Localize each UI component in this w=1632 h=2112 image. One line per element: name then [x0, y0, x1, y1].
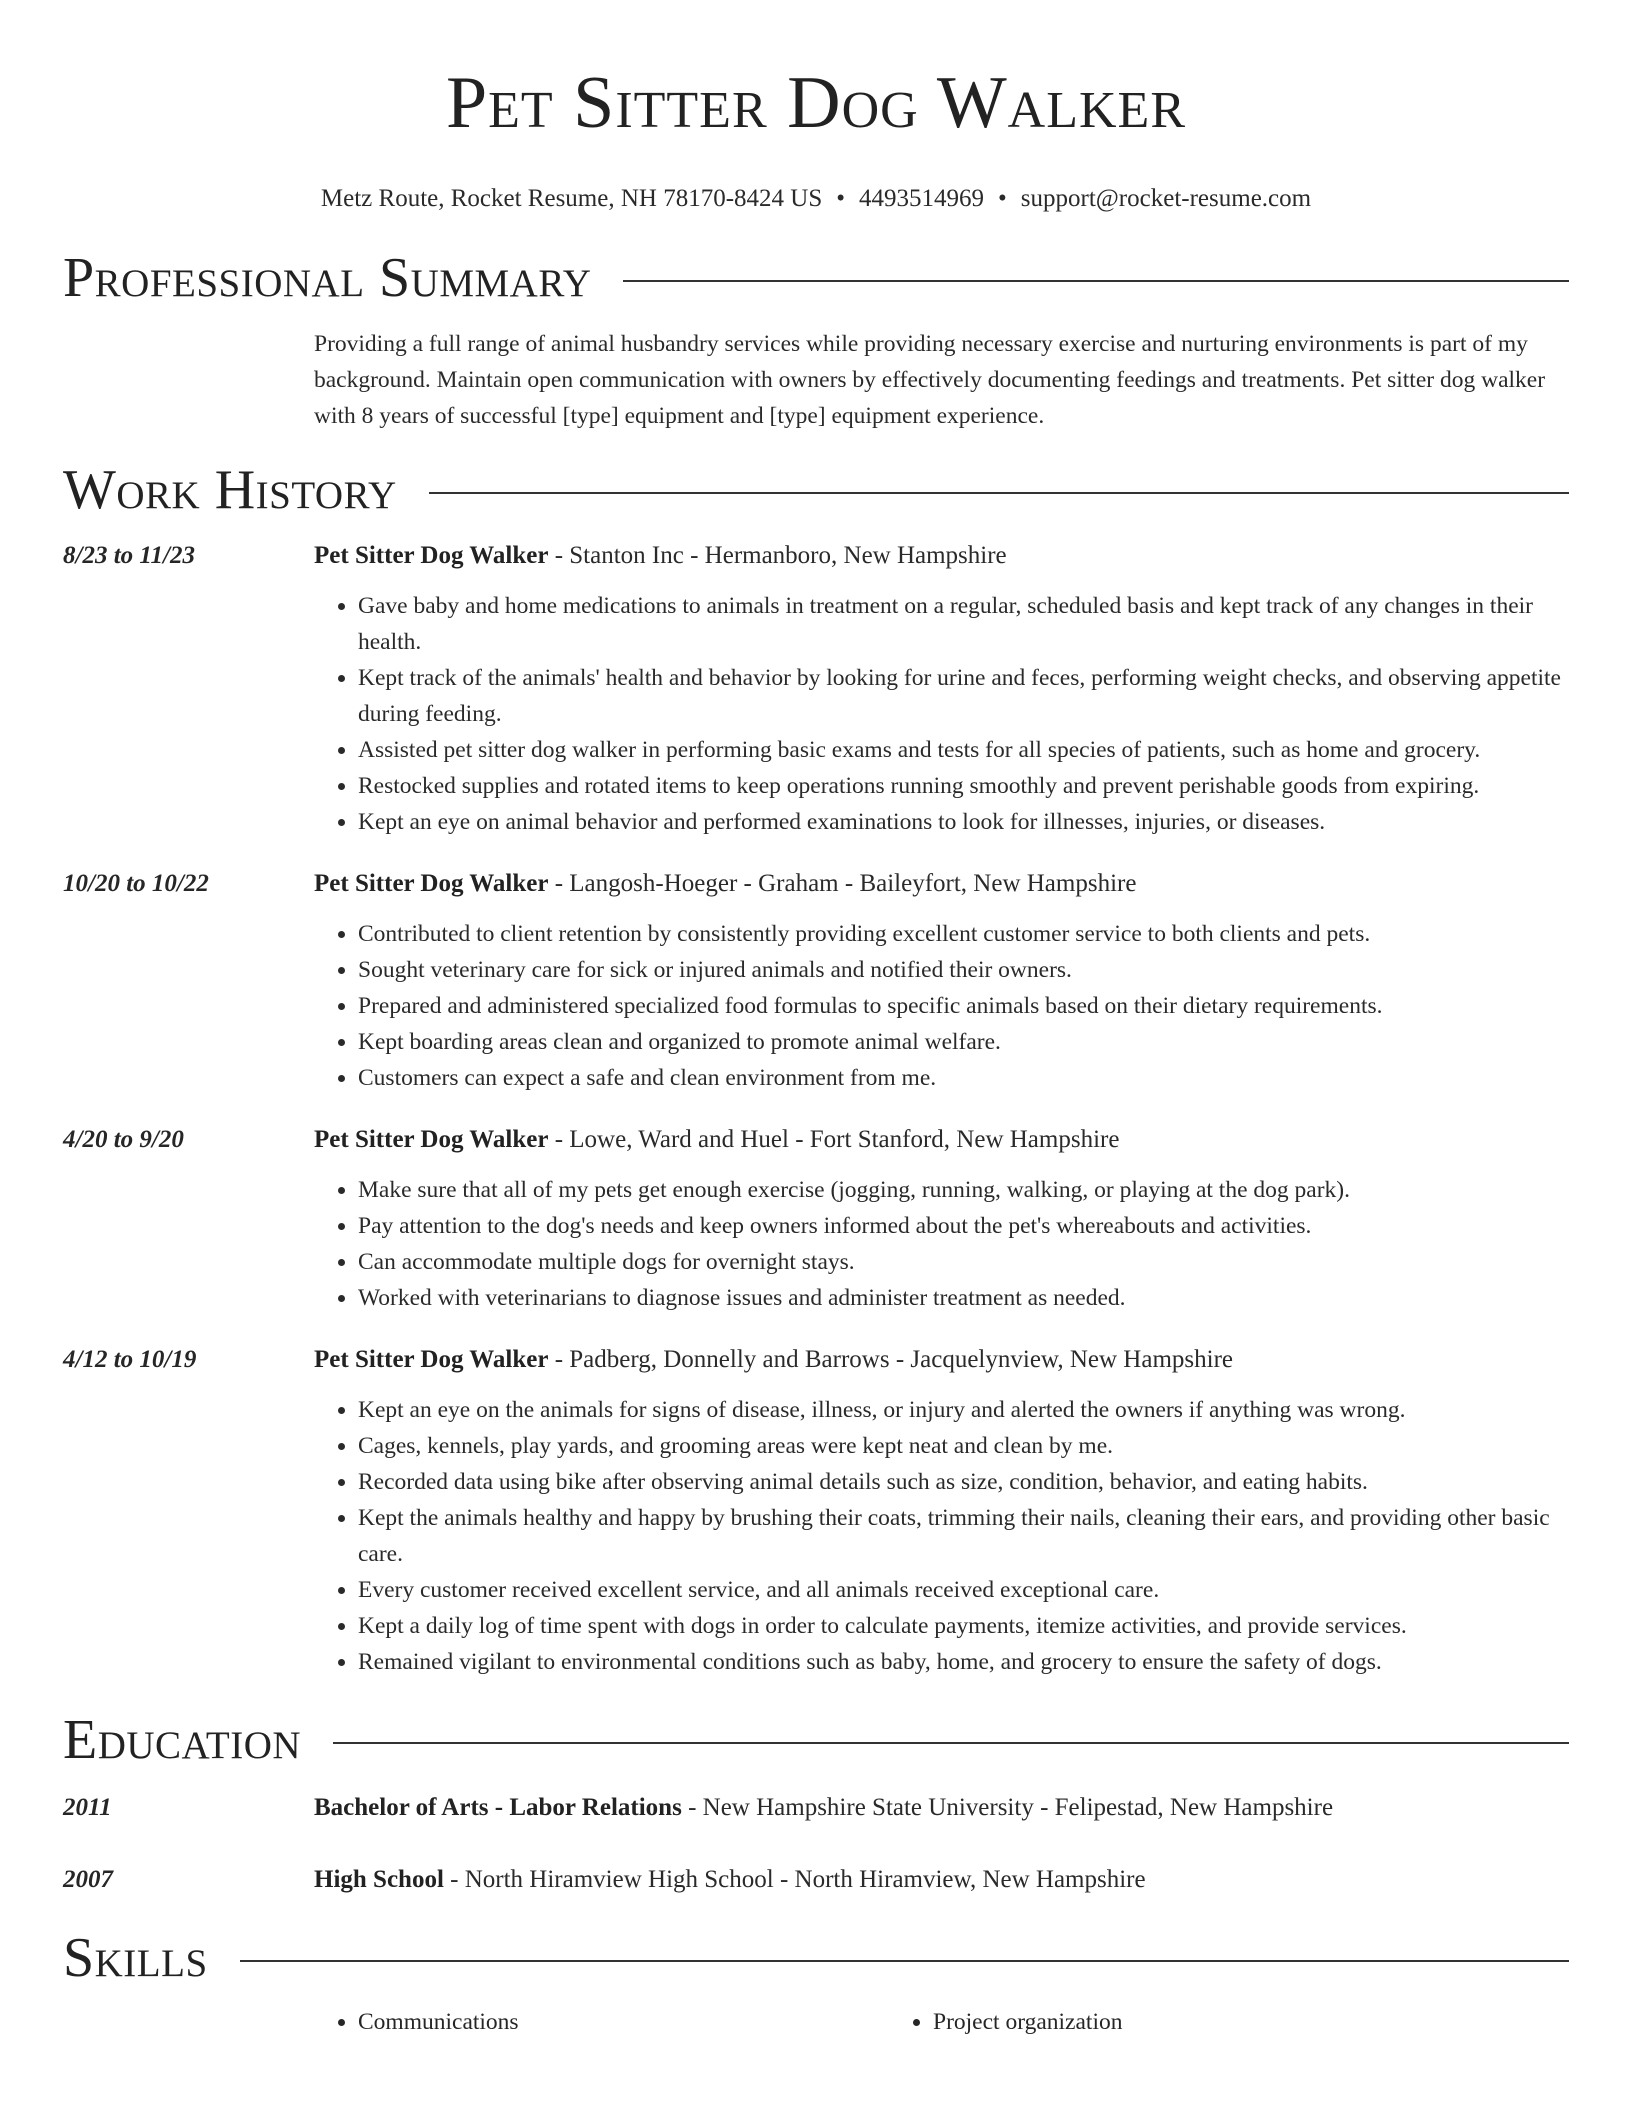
contact-phone: 4493514969 — [859, 185, 985, 212]
skills-column-left — [314, 2004, 889, 2040]
bullet-item: • Make sure that all of my pets get enough exercise (jogging, running, walking, or playing at the dog park). — [358, 1172, 1569, 1208]
section-divider — [429, 492, 1569, 494]
job-details: - Stanton Inc - Hermanboro, New Hampshire — [548, 542, 1007, 569]
job-title: Pet Sitter Dog Walker — [314, 1126, 549, 1153]
bullet-item: • Kept the animals healthy and happy by brushing their coats, trimming their nails, cleaning their ears, and providing other basic care. — [358, 1500, 1569, 1572]
job-bullets — [314, 588, 1569, 840]
education-line — [314, 1790, 1569, 1826]
bullet-item: • Recorded data using bike after observing animal details such as size, condition, behavior, and eating habits. — [358, 1464, 1569, 1500]
section-divider — [240, 1960, 1569, 1962]
job-title-line — [314, 538, 1569, 574]
work-section-header — [63, 458, 1569, 522]
contact-separator: • — [836, 185, 846, 212]
bullet-item: • Kept a daily log of time spent with dogs in order to calculate payments, itemize activities, and provide services. — [358, 1608, 1569, 1644]
bullet-item: • Kept track of the animals' health and behavior by looking for urine and feces, performing weight checks, and observing appetite during feeding. — [358, 660, 1569, 732]
bullet-item: • Every customer received excellent service, and all animals received exceptional care. — [358, 1572, 1569, 1608]
job-dates: 4/12 to 10/19 — [63, 1346, 197, 1373]
job-details: - Padberg, Donnelly and Barrows - Jacquelynview, New Hampshire — [548, 1346, 1233, 1373]
bullet-item: • Kept boarding areas clean and organized to promote animal welfare. — [358, 1024, 1569, 1060]
bullet-item: • Sought veterinary care for sick or injured animals and notified their owners. — [358, 952, 1569, 988]
bullet-item: • Prepared and administered specialized food formulas to specific animals based on their dietary requirements. — [358, 988, 1569, 1024]
contact-line — [63, 184, 1569, 214]
education-year: 2007 — [63, 1866, 113, 1893]
job-entry — [63, 538, 1569, 840]
education-line — [314, 1862, 1569, 1898]
job-details: - Langosh-Hoeger - Graham - Baileyfort, New Hampshire — [548, 870, 1137, 897]
contact-address: Metz Route, Rocket Resume, NH 78170-8424 US — [320, 185, 823, 212]
education-details: - New Hampshire State University - Felipestad, New Hampshire — [681, 1794, 1334, 1821]
job-entry — [63, 866, 1569, 1096]
summary-text: Providing a full range of animal husbandry services while providing necessary exercise and nurturing environments is part of my background. Maintain open communication with owners by effectively documenting feedings and treatments. Pet sitter dog walker with 8 years of successful [type] equipment and [type] equipment experience. — [314, 331, 1546, 429]
work-heading: Work History — [63, 459, 397, 521]
job-details: - Lowe, Ward and Huel - Fort Stanford, New Hampshire — [548, 1126, 1120, 1153]
summary-section-header — [63, 246, 1569, 310]
education-year: 2011 — [63, 1794, 112, 1821]
bullet-item: • Kept an eye on animal behavior and performed examinations to look for illnesses, injuries, or diseases. — [358, 804, 1569, 840]
candidate-name: Pet Sitter Dog Walker — [446, 62, 1186, 144]
job-title: Pet Sitter Dog Walker — [314, 870, 549, 897]
education-entry — [63, 1862, 1569, 1898]
section-divider — [333, 1742, 1569, 1744]
section-divider — [623, 280, 1569, 282]
bullet-item: • Worked with veterinarians to diagnose issues and administer treatment as needed. — [358, 1280, 1569, 1316]
bullet-item: • Customers can expect a safe and clean environment from me. — [358, 1060, 1569, 1096]
job-dates: 10/20 to 10/22 — [63, 870, 209, 897]
summary-heading: Professional Summary — [63, 247, 592, 309]
job-title-line — [314, 1342, 1569, 1378]
education-degree: High School — [314, 1866, 444, 1893]
job-dates: 8/23 to 11/23 — [63, 542, 195, 569]
job-title: Pet Sitter Dog Walker — [314, 1346, 549, 1373]
job-entry — [63, 1122, 1569, 1316]
job-title-line — [314, 866, 1569, 902]
bullet-item: • Remained vigilant to environmental conditions such as baby, home, and grocery to ensure the safety of dogs. — [358, 1644, 1569, 1680]
education-section-header — [63, 1708, 1569, 1772]
contact-email[interactable]: support@rocket-resume.com — [1020, 185, 1312, 212]
skill-item: • Project organization — [933, 2004, 1464, 2040]
bullet-item: • Cages, kennels, play yards, and grooming areas were kept neat and clean by me. — [358, 1428, 1569, 1464]
education-details: - North Hiramview High School - North Hiramview, New Hampshire — [443, 1866, 1146, 1893]
job-bullets — [314, 1392, 1569, 1680]
skills-heading: Skills — [63, 1927, 208, 1989]
skill-item: • Communications — [358, 2004, 889, 2040]
education-entry — [63, 1790, 1569, 1826]
job-entry — [63, 1342, 1569, 1680]
job-bullets — [314, 916, 1569, 1096]
job-dates: 4/20 to 9/20 — [63, 1126, 184, 1153]
bullet-item: • Assisted pet sitter dog walker in performing basic exams and tests for all species of patients, such as home and grocery. — [358, 732, 1569, 768]
education-heading: Education — [63, 1709, 302, 1771]
education-degree: Bachelor of Arts - Labor Relations — [314, 1794, 682, 1821]
bullet-item: • Restocked supplies and rotated items to keep operations running smoothly and prevent perishable goods from expiring. — [358, 768, 1569, 804]
bullet-item: • Gave baby and home medications to animals in treatment on a regular, scheduled basis and kept track of any changes in their health. — [358, 588, 1569, 660]
job-title-line — [314, 1122, 1569, 1158]
bullet-item: • Contributed to client retention by consistently providing excellent customer service to both clients and pets. — [358, 916, 1569, 952]
bullet-item: • Kept an eye on the animals for signs of disease, illness, or injury and alerted the owners if anything was wrong. — [358, 1392, 1569, 1428]
bullet-item: • Can accommodate multiple dogs for overnight stays. — [358, 1244, 1569, 1280]
contact-separator: • — [998, 185, 1007, 212]
job-bullets — [314, 1172, 1569, 1316]
skills-section-header — [63, 1926, 1569, 1990]
job-title: Pet Sitter Dog Walker — [314, 542, 549, 569]
skills-list — [314, 2004, 1569, 2040]
skills-column-right — [889, 2004, 1464, 2040]
bullet-item: • Pay attention to the dog's needs and keep owners informed about the pet's whereabouts and activities. — [358, 1208, 1569, 1244]
